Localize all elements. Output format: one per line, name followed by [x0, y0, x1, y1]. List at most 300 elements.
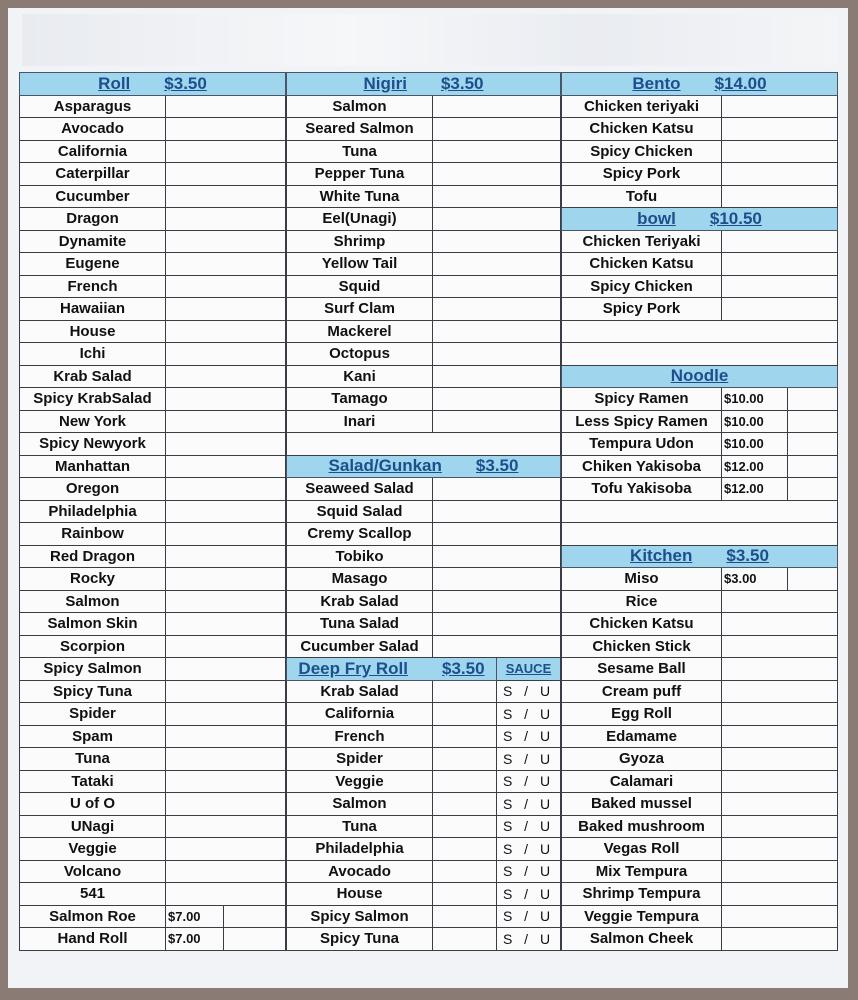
roll-table	[19, 72, 286, 951]
noodle-spacer-row	[562, 500, 838, 523]
roll-item: Asparagus	[20, 95, 166, 118]
sauce-option: S / U	[497, 748, 561, 771]
nigiri-row	[287, 230, 561, 253]
sauce-option: S / U	[497, 905, 561, 928]
salad-row	[287, 478, 561, 501]
bento-item: Spicy Chicken	[562, 140, 722, 163]
roll-item: Dynamite	[20, 230, 166, 253]
kitchen-item: Baked mussel	[562, 793, 722, 816]
deepfry-item: Spider	[287, 748, 433, 771]
deepfry-blank	[433, 928, 497, 951]
roll-blank	[166, 568, 286, 591]
bento-header	[562, 73, 838, 96]
noodle-spacer-row	[562, 523, 838, 546]
roll-item: Veggie	[20, 838, 166, 861]
roll-blank	[166, 815, 286, 838]
nigiri-row	[287, 275, 561, 298]
nigiri-header	[287, 73, 561, 96]
deepfry-row	[287, 793, 561, 816]
nigiri-header-row	[287, 73, 561, 96]
blurred-header-banner	[22, 14, 837, 66]
bowl-blank	[722, 275, 838, 298]
roll-item: Caterpillar	[20, 163, 166, 186]
salad-row	[287, 590, 561, 613]
deepfry-blank	[433, 703, 497, 726]
deepfry-blank	[433, 793, 497, 816]
spacer	[562, 320, 838, 343]
nigiri-item: White Tuna	[287, 185, 433, 208]
nigiri-price: $3.50	[440, 73, 484, 93]
roll-blank	[166, 275, 286, 298]
roll-item: House	[20, 320, 166, 343]
kitchen-item: Rice	[562, 590, 722, 613]
nigiri-row	[287, 410, 561, 433]
roll-blank	[166, 298, 286, 321]
roll-blank	[166, 725, 286, 748]
roll-blank	[166, 365, 286, 388]
deepfry-item: Avocado	[287, 860, 433, 883]
noodle-blank	[788, 388, 838, 411]
kitchen-item: Vegas Roll	[562, 838, 722, 861]
noodle-item: Spicy Ramen	[562, 388, 722, 411]
noodle-row	[562, 433, 838, 456]
deepfry-row	[287, 838, 561, 861]
nigiri-blank	[433, 298, 561, 321]
roll-item: Tuna	[20, 748, 166, 771]
roll-item: Salmon	[20, 590, 166, 613]
salad-item: Tobiko	[287, 545, 433, 568]
salad-row	[287, 613, 561, 636]
nigiri-item: Octopus	[287, 343, 433, 366]
roll-item: UNagi	[20, 815, 166, 838]
deepfry-row	[287, 860, 561, 883]
roll-title: Roll	[98, 73, 131, 93]
salad-item: Cremy Scallop	[287, 523, 433, 546]
bowl-row	[562, 298, 838, 321]
sauce-header: SAUCE	[497, 658, 561, 681]
kitchen-blank	[722, 725, 838, 748]
kitchen-item: Shrimp Tempura	[562, 883, 722, 906]
kitchen-row	[562, 838, 838, 861]
kitchen-row	[562, 860, 838, 883]
roll-priced-row	[20, 928, 286, 951]
salad-row	[287, 545, 561, 568]
bento-item: Chicken Katsu	[562, 118, 722, 141]
kitchen-blank	[722, 590, 838, 613]
noodle-header	[562, 365, 838, 388]
roll-item: French	[20, 275, 166, 298]
salad-row	[287, 500, 561, 523]
salad-blank	[433, 545, 561, 568]
roll-row	[20, 298, 286, 321]
roll-row	[20, 208, 286, 231]
kitchen-row	[562, 680, 838, 703]
roll-blank	[166, 118, 286, 141]
noodle-blank	[788, 410, 838, 433]
roll-blank	[166, 163, 286, 186]
nigiri-item: Yellow Tail	[287, 253, 433, 276]
roll-blank	[166, 883, 286, 906]
roll-row	[20, 590, 286, 613]
roll-row	[20, 703, 286, 726]
sauce-option: S / U	[497, 793, 561, 816]
nigiri-row	[287, 253, 561, 276]
roll-blank	[166, 253, 286, 276]
bowl-item: Spicy Chicken	[562, 275, 722, 298]
nigiri-row	[287, 298, 561, 321]
deepfry-item: Krab Salad	[287, 680, 433, 703]
nigiri-title: Nigiri	[363, 73, 407, 93]
roll-blank	[224, 905, 286, 928]
nigiri-blank	[433, 208, 561, 231]
sauce-option: S / U	[497, 928, 561, 951]
spacer	[562, 500, 838, 523]
deepfry-blank	[433, 725, 497, 748]
roll-blank	[166, 748, 286, 771]
nigiri-blank	[433, 410, 561, 433]
roll-row	[20, 838, 286, 861]
roll-blank	[166, 770, 286, 793]
noodle-item: Tofu Yakisoba	[562, 478, 722, 501]
nigiri-item: Inari	[287, 410, 433, 433]
roll-row	[20, 433, 286, 456]
bento-blank	[722, 118, 838, 141]
deepfry-row	[287, 883, 561, 906]
sauce-option: S / U	[497, 770, 561, 793]
bowl-spacer-row	[562, 343, 838, 366]
roll-blank	[166, 703, 286, 726]
kitchen-row	[562, 793, 838, 816]
nigiri-item: Eel(Unagi)	[287, 208, 433, 231]
kitchen-item: Chicken Stick	[562, 635, 722, 658]
roll-item: Eugene	[20, 253, 166, 276]
kitchen-row	[562, 703, 838, 726]
deepfry-item: French	[287, 725, 433, 748]
bento-row	[562, 118, 838, 141]
noodle-row	[562, 455, 838, 478]
kitchen-header-row	[562, 545, 838, 568]
kitchen-item: Gyoza	[562, 748, 722, 771]
salad-price: $3.50	[475, 456, 519, 476]
roll-row	[20, 230, 286, 253]
sauce-option: S / U	[497, 703, 561, 726]
kitchen-item: Veggie Tempura	[562, 905, 722, 928]
roll-blank	[166, 635, 286, 658]
nigiri-spacer-row	[287, 433, 561, 456]
roll-row	[20, 500, 286, 523]
kitchen-blank	[722, 793, 838, 816]
roll-blank	[224, 928, 286, 951]
deepfry-row	[287, 815, 561, 838]
roll-row	[20, 568, 286, 591]
roll-blank	[166, 433, 286, 456]
roll-blank	[166, 320, 286, 343]
roll-blank	[166, 343, 286, 366]
nigiri-row	[287, 320, 561, 343]
sauce-option: S / U	[497, 838, 561, 861]
deepfry-row	[287, 770, 561, 793]
kitchen-item: Mix Tempura	[562, 860, 722, 883]
roll-blank	[166, 680, 286, 703]
bowl-blank	[722, 230, 838, 253]
roll-header	[20, 73, 286, 96]
kitchen-row	[562, 928, 838, 951]
deepfry-row	[287, 928, 561, 951]
roll-item: Manhattan	[20, 455, 166, 478]
kitchen-blank	[722, 680, 838, 703]
bento-row	[562, 95, 838, 118]
roll-item: Spider	[20, 703, 166, 726]
roll-blank	[166, 860, 286, 883]
bento-row	[562, 140, 838, 163]
nigiri-blank	[433, 365, 561, 388]
roll-row	[20, 365, 286, 388]
roll-item: Krab Salad	[20, 365, 166, 388]
roll-row	[20, 410, 286, 433]
roll-item: Rocky	[20, 568, 166, 591]
bowl-spacer-row	[562, 320, 838, 343]
nigiri-item: Surf Clam	[287, 298, 433, 321]
roll-priced-row	[20, 905, 286, 928]
deepfry-blank	[433, 838, 497, 861]
nigiri-blank	[433, 343, 561, 366]
sauce-option: S / U	[497, 815, 561, 838]
salad-item: Squid Salad	[287, 500, 433, 523]
sauce-option: S / U	[497, 883, 561, 906]
roll-item: Hawaiian	[20, 298, 166, 321]
bowl-row	[562, 275, 838, 298]
kitchen-blank	[722, 658, 838, 681]
noodle-item: Chiken Yakisoba	[562, 455, 722, 478]
bowl-item: Spicy Pork	[562, 298, 722, 321]
roll-row	[20, 95, 286, 118]
roll-blank	[166, 838, 286, 861]
roll-blank	[166, 500, 286, 523]
roll-blank	[166, 230, 286, 253]
salad-item: Cucumber Salad	[287, 635, 433, 658]
noodle-header-row	[562, 365, 838, 388]
roll-item: Philadelphia	[20, 500, 166, 523]
roll-item: California	[20, 140, 166, 163]
noodle-row	[562, 478, 838, 501]
kitchen-row	[562, 635, 838, 658]
deepfry-row	[287, 680, 561, 703]
roll-row	[20, 613, 286, 636]
nigiri-blank	[433, 253, 561, 276]
deepfry-blank	[433, 883, 497, 906]
sauce-option: S / U	[497, 680, 561, 703]
noodle-blank	[788, 433, 838, 456]
noodle-price: $12.00	[722, 478, 788, 501]
roll-row	[20, 635, 286, 658]
nigiri-item: Kani	[287, 365, 433, 388]
deepfry-item: Spicy Tuna	[287, 928, 433, 951]
kitchen-item: Baked mushroom	[562, 815, 722, 838]
deepfry-row	[287, 725, 561, 748]
roll-row	[20, 658, 286, 681]
nigiri-item: Tamago	[287, 388, 433, 411]
roll-item: Spicy Newyork	[20, 433, 166, 456]
salad-row	[287, 568, 561, 591]
nigiri-row	[287, 365, 561, 388]
nigiri-item: Salmon	[287, 95, 433, 118]
salad-blank	[433, 568, 561, 591]
roll-price: $3.50	[164, 73, 207, 93]
nigiri-item: Pepper Tuna	[287, 163, 433, 186]
kitchen-row	[562, 770, 838, 793]
bowl-title: bowl	[637, 208, 676, 228]
kitchen-item: Miso	[562, 568, 722, 591]
deepfry-item: Salmon	[287, 793, 433, 816]
kitchen-price: $3.00	[722, 568, 788, 591]
roll-row	[20, 163, 286, 186]
salad-header	[287, 455, 561, 478]
bento-blank	[722, 140, 838, 163]
kitchen-row	[562, 815, 838, 838]
nigiri-item: Shrimp	[287, 230, 433, 253]
deepfry-blank	[433, 860, 497, 883]
salad-row	[287, 635, 561, 658]
roll-item: 541	[20, 883, 166, 906]
roll-item: Spam	[20, 725, 166, 748]
sauce-option: S / U	[497, 725, 561, 748]
kitchen-blank	[722, 815, 838, 838]
kitchen-price: $3.50	[726, 546, 769, 566]
kitchen-row	[562, 568, 838, 591]
noodle-price: $10.00	[722, 433, 788, 456]
roll-item: Avocado	[20, 118, 166, 141]
deepfry-item: Tuna	[287, 815, 433, 838]
roll-item: Rainbow	[20, 523, 166, 546]
nigiri-row	[287, 95, 561, 118]
roll-row	[20, 118, 286, 141]
roll-blank	[166, 455, 286, 478]
nigiri-item: Seared Salmon	[287, 118, 433, 141]
roll-item: Spicy Tuna	[20, 680, 166, 703]
nigiri-blank	[433, 118, 561, 141]
nigiri-blank	[433, 95, 561, 118]
roll-row	[20, 185, 286, 208]
bento-table	[561, 72, 838, 951]
nigiri-blank	[433, 140, 561, 163]
roll-row	[20, 545, 286, 568]
roll-row	[20, 455, 286, 478]
bowl-blank	[722, 298, 838, 321]
kitchen-row	[562, 748, 838, 771]
roll-blank	[166, 590, 286, 613]
roll-priced-item: Salmon Roe	[20, 905, 166, 928]
bowl-row	[562, 253, 838, 276]
noodle-row	[562, 410, 838, 433]
nigiri-column	[286, 72, 561, 951]
spacer	[562, 343, 838, 366]
kitchen-blank	[722, 928, 838, 951]
roll-column	[19, 72, 286, 951]
roll-row	[20, 883, 286, 906]
bento-column	[561, 72, 838, 951]
bowl-price: $10.50	[709, 208, 762, 228]
bowl-row	[562, 230, 838, 253]
kitchen-row	[562, 905, 838, 928]
deepfry-price: $3.50	[442, 658, 485, 678]
nigiri-item: Squid	[287, 275, 433, 298]
roll-blank	[166, 185, 286, 208]
kitchen-item: Sesame Ball	[562, 658, 722, 681]
bowl-header-row	[562, 208, 838, 231]
deepfry-header-row	[287, 658, 561, 681]
roll-item: Tataki	[20, 770, 166, 793]
kitchen-blank	[722, 838, 838, 861]
kitchen-blank	[722, 883, 838, 906]
kitchen-blank	[722, 748, 838, 771]
roll-item: U of O	[20, 793, 166, 816]
kitchen-blank	[722, 905, 838, 928]
salad-item: Tuna Salad	[287, 613, 433, 636]
bento-item: Spicy Pork	[562, 163, 722, 186]
noodle-title: Noodle	[670, 366, 729, 386]
salad-blank	[433, 590, 561, 613]
roll-priced-price: $7.00	[166, 905, 224, 928]
kitchen-blank	[722, 703, 838, 726]
nigiri-row	[287, 185, 561, 208]
deepfry-row	[287, 905, 561, 928]
roll-blank	[166, 658, 286, 681]
roll-priced-price: $7.00	[166, 928, 224, 951]
noodle-blank	[788, 478, 838, 501]
salad-item: Seaweed Salad	[287, 478, 433, 501]
roll-item: Oregon	[20, 478, 166, 501]
roll-row	[20, 748, 286, 771]
kitchen-title: Kitchen	[630, 546, 693, 566]
roll-row	[20, 523, 286, 546]
kitchen-header	[562, 545, 838, 568]
kitchen-row	[562, 883, 838, 906]
nigiri-blank	[433, 163, 561, 186]
roll-row	[20, 388, 286, 411]
roll-item: Cucumber	[20, 185, 166, 208]
kitchen-blank	[722, 635, 838, 658]
kitchen-item: Salmon Cheek	[562, 928, 722, 951]
salad-row	[287, 523, 561, 546]
roll-item: Scorpion	[20, 635, 166, 658]
spacer	[287, 433, 561, 456]
nigiri-item: Mackerel	[287, 320, 433, 343]
nigiri-blank	[433, 230, 561, 253]
roll-header-row	[20, 73, 286, 96]
roll-row	[20, 815, 286, 838]
deepfry-item: Philadelphia	[287, 838, 433, 861]
bento-item: Chicken teriyaki	[562, 95, 722, 118]
roll-blank	[166, 95, 286, 118]
roll-row	[20, 860, 286, 883]
deepfry-blank	[433, 680, 497, 703]
roll-blank	[166, 545, 286, 568]
noodle-blank	[788, 455, 838, 478]
roll-item: Ichi	[20, 343, 166, 366]
roll-row	[20, 793, 286, 816]
bento-price: $14.00	[714, 73, 767, 93]
noodle-row	[562, 388, 838, 411]
bento-title: Bento	[632, 73, 681, 93]
bento-row	[562, 185, 838, 208]
deepfry-blank	[433, 770, 497, 793]
roll-blank	[166, 613, 286, 636]
kitchen-item: Cream puff	[562, 680, 722, 703]
kitchen-row	[562, 725, 838, 748]
nigiri-item: Tuna	[287, 140, 433, 163]
deepfry-row	[287, 703, 561, 726]
kitchen-row	[562, 613, 838, 636]
